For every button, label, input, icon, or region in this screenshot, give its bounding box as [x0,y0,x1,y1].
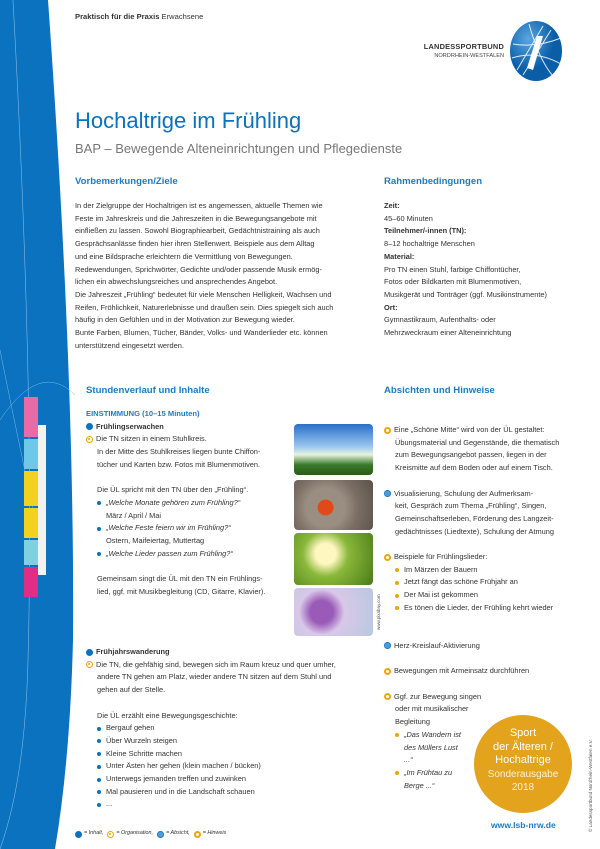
org-line1: LANDESSPORTBUND [423,42,504,51]
absicht-icon [384,490,391,497]
photo-crocus [294,588,373,636]
absichten-text: Eine „Schöne Mitte“ wird von der ÜL gestaltet: Übungsmaterial und Gegenstände, die thematisch zum Bewegungsangebot passen, liegen in der Kreismitte auf dem Boden oder auf einem Tisch. Visualisierung, Schulung der Aufmerksam- keit, Gespräch zum Thema „Frühling“, Singen, Gemeinschaftserleben, Förderung des Langzeit- gedächtnisses (Liedtexte), Schulung der Atmung Beispiele für Frühlingslieder: Im Märzen der Bauern Jetzt fängt das schöne Frühjahr an Der Mai ist gekommen Es tönen die Lieder, der Frühling kehrt wieder Herz-Kreislauf-Aktivierung Bewegungen mit Armeinsatz durchführen Ggf. zur Bewegung singen oder mit musikalischer Begleitung „Das Wandern ist des Müllers Lust ...“ „Im Frühtau zu Berge ...“ [384,424,599,792]
photo-spring-meadow [294,424,373,475]
copyright: © Landessportbund Nordrhein-Westfalen e.V. [588,739,593,832]
praxis-logo [22,395,52,605]
organisation-icon [86,436,93,443]
vorbemerkungen-text: In der Zielgruppe der Hochaltrigen ist es angemessen, aktuelle Themen wie Feste im Jahreskreis und die Jahreszeiten in die Bewegungsangebote mit einfließen zu lassen. Sowohl Biographiearbeit, Gedächtnistraining als auch Gesprächsanlässe finden hier ihren Stellenwert. Beispiele aus dem Alltag und eine Bildsprache erleichtern die Vermittlung von Bewegungen. Redewendungen, Sprichwörter, Gedichte und/oder passende Musik ermög- lichen ein abwechslungsreiches und ansprechendes Angebot. Die Jahreszeit „Frühling“ bedeutet für viele Menschen Helligkeit, Wachsen und Reifen, Fröhlichkeit, Naturerlebnisse und draußen sein. Dies spiegelt sich auch häufig in den Gefühlen und in der Motivation zur Bewegung wieder. Bunte Farben, Blumen, Tücher, Bänder, Volks- und Wanderlieder etc. können unterstützend eingesetzt werden. [75,201,334,350]
organisation-icon [107,831,114,838]
website-link[interactable]: www.lsb-nrw.de [491,820,556,830]
stunden-einstimmung: EINSTIMMUNG (10–15 Minuten) Frühlingserwachen Die TN sitzen in einem Stuhlkreis. In der Mitte des Stuhlkreises liegen bunte Chiffon- tücher und Karten bzw. Fotos mit Blumenmotiven. Die ÜL spricht mit den TN über den „Frühling“. „Welche Monate gehören zum Frühling?“ März / April / Mai „Welche Feste feiern wir im Frühling?“ Ostern, Maifeiertag, Muttertag „Welche Lieder passen zum Frühling?“ Gemeinsam singt die ÜL mit den TN ein Frühlings- lied, ggf. mit Musikbegleitung (CD, Gitarre, Klavier). [86,409,266,596]
rahmen-text: Zeit: 45–60 Minuten Teilnehmer/-innen (TN): 8–12 hochaltrige Menschen Material: Pro TN einen Stuhl, farbige Chiffontücher, Fotos oder Bildkarten mit Blumenmotiven, Musikgerät und Tonträger (ggf. Musikinstrumente) Ort: Gymnastikraum, Aufenthalts- oder Mehrzweckraum einer Alteneinrichtung [384,201,547,338]
organisation-icon [86,661,93,668]
org-line2: NORDRHEIN-WESTFALEN [434,53,504,59]
photo-easter-eggs [294,480,373,530]
legend: = Inhalt, = Organisation, = Absicht, = Hinweis [75,828,230,838]
edition-badge: Sport der Älteren / Hochaltrige Sonderausgabe 2018 [474,715,572,813]
heading-absichten: Absichten und Hinweise [384,385,495,396]
bullet-icon [97,527,101,531]
stunden-wanderung: Frühjahrswanderung Die TN, die gehfähig sind, bewegen sich im Raum kreuz und quer umher, andere TN gehen am Platz, wieder andere TN sitzen auf dem Stuhl und gehen auf der Stelle. Die ÜL erzählt eine Bewegungsgeschichte: Bergauf gehen Über Wurzeln steigen Kleine Schritte machen Unter Ästen her gehen (klein machen / bücken) Unterwegs jemanden treffen und zuwinken Mal pausieren und in die Landschaft schauen ... [86,646,386,811]
hinweis-icon [384,693,391,700]
inhalt-icon [75,831,82,838]
photo-credit: www.pixabay.com [376,594,381,630]
inhalt-icon [86,423,93,430]
photo-daffodils [294,533,373,585]
hinweis-icon [384,554,391,561]
absicht-icon [157,831,164,838]
lsb-logo-icon [509,20,563,82]
page-subtitle: BAP – Bewegende Alteneinrichtungen und Pflegedienste [75,141,403,156]
org-name [410,42,504,59]
absicht-icon [384,642,391,649]
page-title: Hochaltrige im Frühling [75,108,302,133]
hinweis-icon [384,427,391,434]
bullet-icon [97,501,101,505]
heading-rahmen: Rahmenbedingungen [384,176,483,187]
hinweis-icon [384,668,391,675]
heading-vorbemerkungen: Vorbemerkungen/Ziele [75,176,178,187]
series-label: Praktisch für die Praxis Erwachsene [75,12,204,21]
bullet-icon [97,552,101,556]
heading-stunden: Stundenverlauf und Inhalte [86,385,210,396]
inhalt-icon [86,649,93,656]
hinweis-icon [194,831,201,838]
